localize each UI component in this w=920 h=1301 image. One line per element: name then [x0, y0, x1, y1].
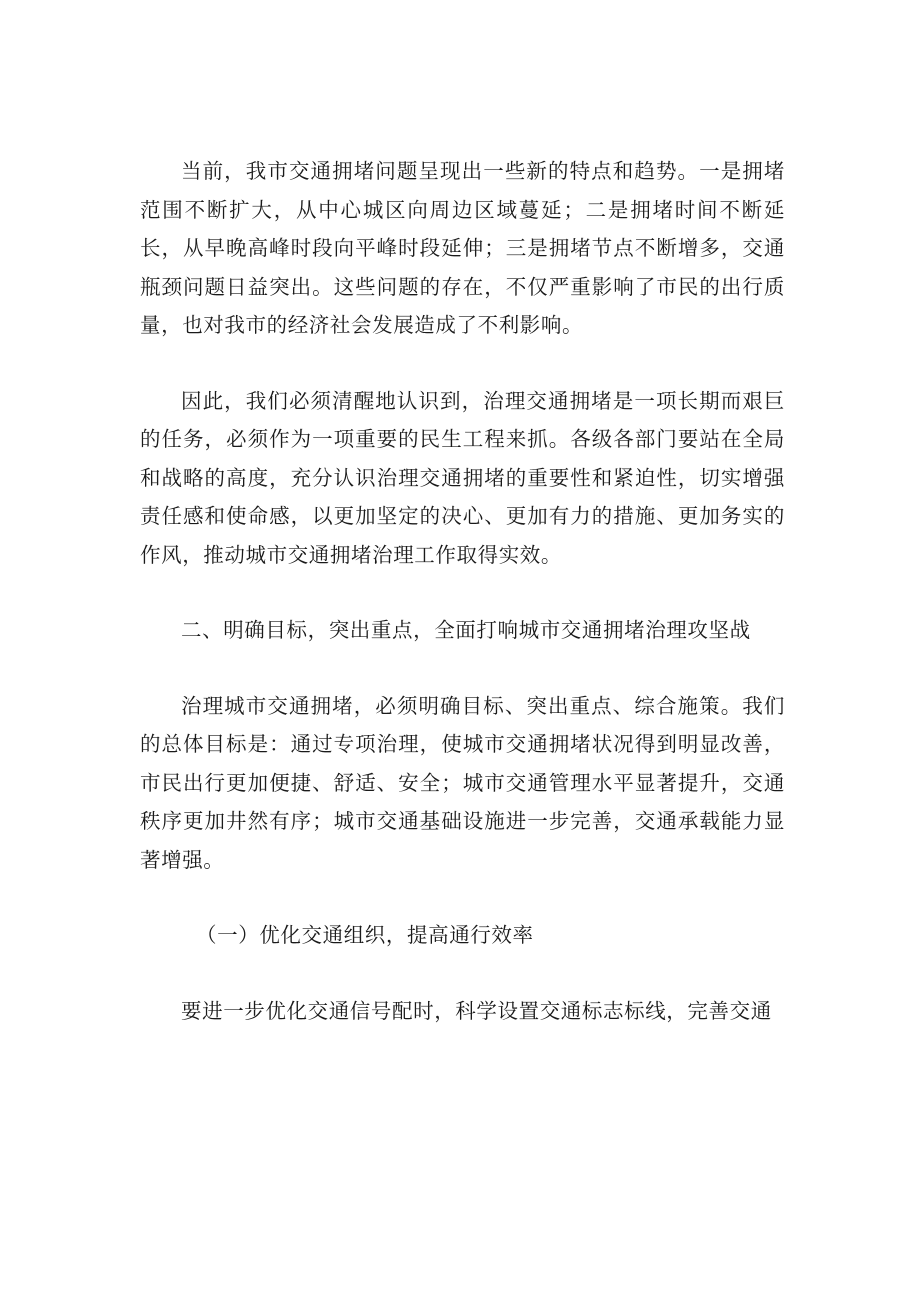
section-heading-goals: 二、明确目标，突出重点，全面打响城市交通拥堵治理攻坚战 — [181, 618, 751, 642]
paragraph-overall-goal: 治理城市交通拥堵，必须明确目标、突出重点、综合施策。我们的总体目标是：通过专项治理，使城市交通拥堵状况得到明显改善，市民出行更加便捷、舒适、安全；城市交通管理水平显著提升，交通秩序更加井然有序；城市交通基础设施进一步完善，交通承载能力显著增强。 — [140, 693, 785, 872]
paragraph-congestion-trends: 当前，我市交通拥堵问题呈现出一些新的特点和趋势。一是拥堵范围不断扩大，从中心城区向周边区域蔓延；二是拥堵时间不断延长，从早晚高峰时段向平峰时段延伸；三是拥堵节点不断增多，交通瓶颈问题日益突出。这些问题的存在，不仅严重影响了市民的出行质量，也对我市的经济社会发展造成了不利影响。 — [140, 159, 785, 337]
paragraph-governance-task: 因此，我们必须清醒地认识到，治理交通拥堵是一项长期而艰巨的任务，必须作为一项重要的民生工程来抓。各级各部门要站在全局和战略的高度，充分认识治理交通拥堵的重要性和紧迫性，切实增强责任感和使命感，以更加坚定的决心、更加有力的措施、更加务实的作风，推动城市交通拥堵治理工作取得实效。 — [140, 388, 785, 567]
subsection-heading-traffic-organization: （一）优化交通组织，提高通行效率 — [196, 923, 534, 947]
paragraph-spacer — [140, 955, 785, 992]
paragraph-spacer — [140, 879, 785, 916]
paragraph-spacer — [140, 650, 785, 687]
paragraph-spacer — [140, 574, 785, 611]
document-body — [140, 152, 785, 1030]
paragraph-signal-timing: 要进一步优化交通信号配时，科学设置交通标志标线，完善交通 — [181, 998, 772, 1023]
paragraph-spacer — [140, 345, 785, 382]
